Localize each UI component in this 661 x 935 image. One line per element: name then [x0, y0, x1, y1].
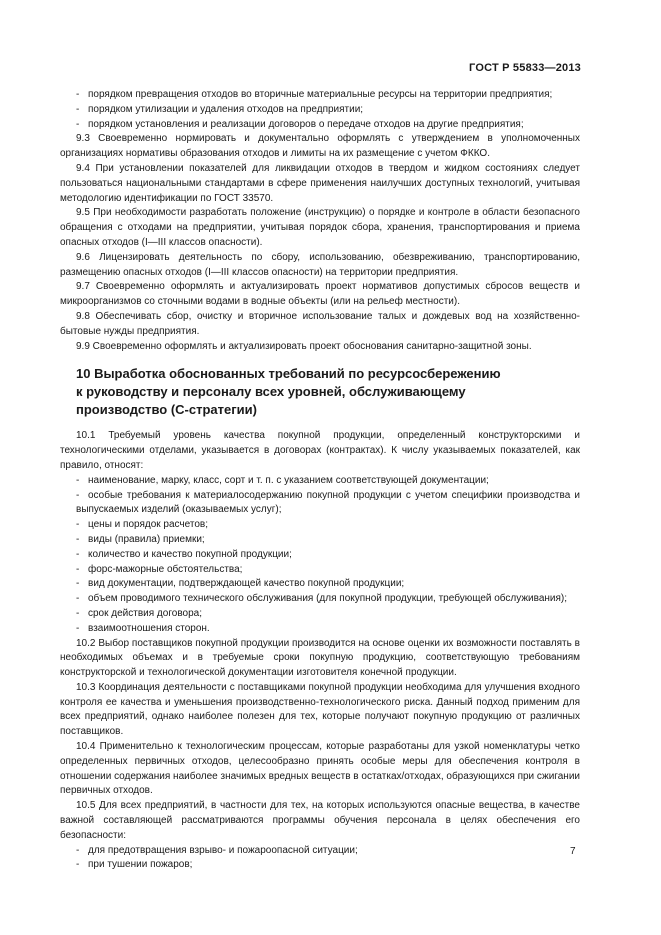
- bullet-item: [60, 577, 580, 592]
- clause-9-continuation: [60, 88, 580, 354]
- bullet-dash: -: [76, 607, 80, 619]
- bullet-text: при тушении пожаров;: [88, 859, 193, 871]
- bullet-text: виды (правила) приемки;: [88, 533, 205, 545]
- bullet-text: срок действия договора;: [88, 607, 202, 619]
- bullet-item: [60, 548, 580, 563]
- bullet-item: [60, 607, 580, 622]
- bullet-text: особые требования к материалосодержанию покупной продукции с учетом специфики производства и выпускаемых изделий (оказываемых услуг);: [76, 489, 580, 516]
- paragraph: 10.5 Для всех предприятий, в частности для тех, на которых используются опасные вещества, в качестве важной составляющей рассматриваются программы обучения персонала в целях обеспечения его безопасности:: [60, 800, 580, 841]
- paragraph: 9.3 Своевременно нормировать и документально оформлять с утверждением в уполномоченных организациях нормативы образования отходов и лимиты на их размещение с учетом ФККО.: [60, 133, 580, 160]
- bullet-text: наименование, марку, класс, сорт и т. п. с указанием соответствующей документации;: [88, 474, 489, 486]
- bullet-dash: -: [76, 489, 80, 501]
- paragraph: 9.7 Своевременно оформлять и актуализировать проект нормативов допустимых сбросов веществ и микроорганизмов со сточными водами в водные объекты (или на рельеф местности).: [60, 281, 580, 308]
- bullet-item: [60, 103, 580, 118]
- paragraph: 9.5 При необходимости разработать положение (инструкцию) о порядке и контроле в области безопасного обращения с отходами на предприятии, учитывая порядок сбора, хранения, транспортирования и приема опасных отходов (I—III классов опасности).: [60, 207, 580, 248]
- bullet-text: взаимоотношения сторон.: [88, 622, 210, 634]
- bullet-text: порядком превращения отходов во вторичные материальные ресурсы на территории предприятия;: [88, 89, 553, 100]
- paragraph: 10.1 Требуемый уровень качества покупной продукции, определенный конструкторскими и технологическими отделами, указывается в договорах (контрактах). К числу указываемых показателей, как правило, относят:: [60, 430, 580, 471]
- section-10-body: [60, 429, 580, 873]
- bullet-item: [60, 118, 580, 133]
- bullet-item: [60, 518, 580, 533]
- section-heading-line: к руководству и персоналу всех уровней, обслуживающему: [76, 384, 466, 400]
- bullet-text: вид документации, подтверждающей качество покупной продукции;: [88, 578, 405, 590]
- bullet-dash: -: [76, 593, 80, 605]
- bullet-text: количество и качество покупной продукции;: [88, 548, 292, 560]
- section-heading-line: 10 Выработка обоснованных требований по ресурсосбережению: [76, 366, 501, 382]
- paragraph: 9.6 Лицензировать деятельность по сбору, использованию, обезвреживанию, транспортированию, размещению опасных отходов (I—III классов опасности) на территории предприятия.: [60, 251, 580, 278]
- bullet-text: форс-мажорные обстоятельства;: [88, 563, 243, 575]
- bullet-text: порядком утилизации и удаления отходов на предприятии;: [88, 103, 364, 115]
- bullet-dash: -: [76, 622, 80, 634]
- bullet-item: [60, 858, 580, 873]
- bullet-text: порядком установления и реализации договоров о передаче отходов на другие предприятия;: [88, 118, 524, 130]
- paragraph: 9.8 Обеспечивать сбор, очистку и вторичное использование талых и дождевых вод на хозяйственно-бытовые нужды предприятия.: [60, 310, 580, 337]
- bullet-text: для предотвращения взрыво- и пожароопасной ситуации;: [88, 844, 358, 856]
- document-header: ГОСТ Р 55833—2013: [469, 62, 581, 74]
- bullet-item: [60, 474, 580, 489]
- bullet-item: [60, 592, 580, 607]
- bullet-dash: -: [76, 578, 80, 590]
- paragraph: 10.2 Выбор поставщиков покупной продукции производится на основе оценки их возможности поставлять в необходимых объемах и в требуемые сроки покупную продукцию, соответствующую требованиям конструкторской и технологической документации изготовителя конечной продукции.: [60, 637, 580, 679]
- bullet-dash: -: [76, 533, 80, 545]
- section-heading-line: производство (С-стратегии): [76, 402, 257, 418]
- bullet-dash: -: [76, 844, 80, 856]
- bullet-item: [60, 622, 580, 637]
- paragraph: 10.4 Применительно к технологическим процессам, которые разработаны для узкой номенклатуры четко определенных первичных отходов, целесообразно принять особые меры для обеспечения контроля в отношении содержания наиболее значимых вредных веществ в остатках/отходах, образующихся при сжигании первичных отходов.: [60, 741, 580, 797]
- section-heading: [76, 365, 580, 419]
- bullet-item: [60, 844, 580, 859]
- bullet-dash: -: [76, 474, 80, 486]
- paragraph: 10.3 Координация деятельности с поставщиками покупной продукции необходима для улучшения входного контроля ее качества и уменьшения производственно-технологического риска. Данный подход применим для всех предприятий, однако наиболее полезен для тех, которые получают покупную продукцию от различных поставщиков.: [60, 681, 580, 738]
- bullet-item: [60, 88, 580, 103]
- bullet-item: [60, 563, 580, 578]
- document-body: [60, 88, 580, 873]
- bullet-dash: -: [76, 89, 80, 100]
- bullet-item: [60, 533, 580, 548]
- bullet-dash: -: [76, 859, 80, 871]
- bullet-dash: -: [76, 519, 80, 531]
- bullet-dash: -: [76, 563, 80, 575]
- bullet-item: [60, 489, 580, 519]
- page-number: 7: [570, 846, 576, 857]
- bullet-text: объем проводимого технического обслуживания (для покупной продукции, требующей обслуживания);: [88, 593, 568, 605]
- bullet-dash: -: [76, 118, 80, 130]
- paragraph: 9.9 Своевременно оформлять и актуализировать проект обоснования санитарно-защитной зоны.: [76, 340, 532, 352]
- bullet-dash: -: [76, 548, 80, 560]
- bullet-text: цены и порядок расчетов;: [88, 519, 208, 531]
- bullet-dash: -: [76, 103, 80, 115]
- paragraph: 9.4 При установлении показателей для ликвидации отходов в твердом и жидком состояниях следует пользоваться национальными стандартами в сфере применения наилучших доступных технологий, учитывая методологию идентификации по ГОСТ 33570.: [60, 162, 580, 204]
